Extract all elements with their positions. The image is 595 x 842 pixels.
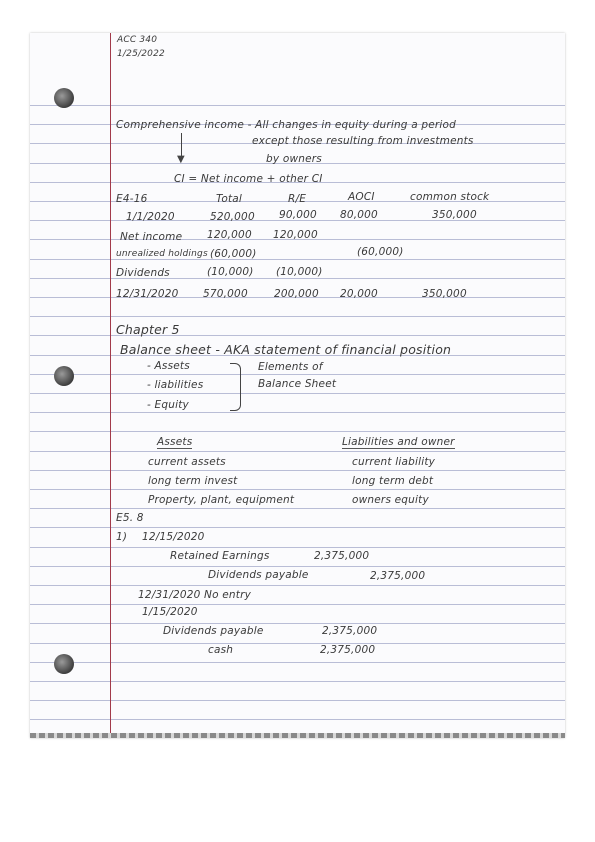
element-equity: - Equity [147,399,189,411]
balance-sheet-def: Balance sheet - AKA statement of financial position [120,342,452,357]
journal-dp2-label: Dividends payable [163,625,264,637]
ci-line-2: except those resulting from investments [252,135,474,147]
chapter-title: Chapter 5 [116,322,180,337]
element-liabilities: - liabilities [147,379,204,391]
journal-cash-amount: 2,375,000 [320,644,376,656]
journal-no-entry: 12/31/2020 No entry [138,589,252,601]
row-2-label: Net income [120,231,183,243]
row-2-total: 120,000 [207,229,252,241]
col-header-total: Total [216,193,243,205]
col-header-common-stock: common stock [410,191,490,203]
ci-formula: CI = Net income + other CI [174,173,323,185]
binder-hole-bottom [54,654,74,674]
row-5-aoci: 20,000 [340,288,378,300]
row-5-total: 570,000 [203,288,248,300]
row-1-stock: 350,000 [432,209,477,221]
ci-line-3: by owners [266,153,322,165]
e5-8-date-2: 1/15/2020 [142,606,198,618]
journal-re-label: Retained Earnings [170,550,270,562]
ci-line-1: Comprehensive income - All changes in equity during a period [116,119,457,131]
asset-item-3: Property, plant, equipment [148,494,295,506]
liabilities-header: Liabilities and owner [342,436,455,448]
row-4-re: (10,000) [276,266,323,278]
element-assets: - Assets [147,360,190,372]
row-5-re: 200,000 [274,288,319,300]
margin-line [110,33,111,738]
row-3-total: (60,000) [210,248,257,260]
row-5-stock: 350,000 [422,288,467,300]
e5-8-date-1: 12/15/2020 [142,531,205,543]
binder-hole-middle [54,366,74,386]
bracket [230,363,241,411]
row-1-aoci: 80,000 [340,209,378,221]
journal-cash-label: cash [208,644,234,656]
journal-dp2-amount: 2,375,000 [322,625,378,637]
course-code: ACC 340 [117,35,158,45]
row-3-label: unrealized holdings [116,249,208,259]
elements-note-1: Elements of [258,361,323,373]
note-date: 1/25/2022 [117,49,165,59]
liability-item-3: owners equity [352,494,429,506]
e5-8-number: 1) [116,531,128,543]
liability-item-1: current liability [352,456,436,468]
e4-16-label: E4-16 [116,193,148,205]
col-header-re: R/E [288,193,307,205]
liability-item-2: long term debt [352,475,434,487]
asset-item-2: long term invest [148,475,238,487]
perforated-edge [30,733,565,738]
row-1-total: 520,000 [210,211,255,223]
asset-item-1: current assets [148,456,226,468]
row-4-total: (10,000) [207,266,254,278]
row-4-label: Dividends [116,267,170,279]
journal-re-amount: 2,375,000 [314,550,370,562]
row-2-re: 120,000 [273,229,318,241]
elements-note-2: Balance Sheet [258,378,337,390]
col-header-aoci: AOCI [348,191,375,203]
e5-8-label: E5. 8 [116,512,144,524]
down-arrow-icon: ▼ [177,154,185,165]
journal-dp-label: Dividends payable [208,569,309,581]
row-5-label: 12/31/2020 [116,288,179,300]
row-3-aoci: (60,000) [357,246,404,258]
journal-dp-amount: 2,375,000 [370,570,426,582]
assets-header: Assets [157,436,193,448]
binder-hole-top [54,88,74,108]
row-1-label: 1/1/2020 [126,211,175,223]
row-1-re: 90,000 [279,209,317,221]
notebook-page [30,33,565,738]
